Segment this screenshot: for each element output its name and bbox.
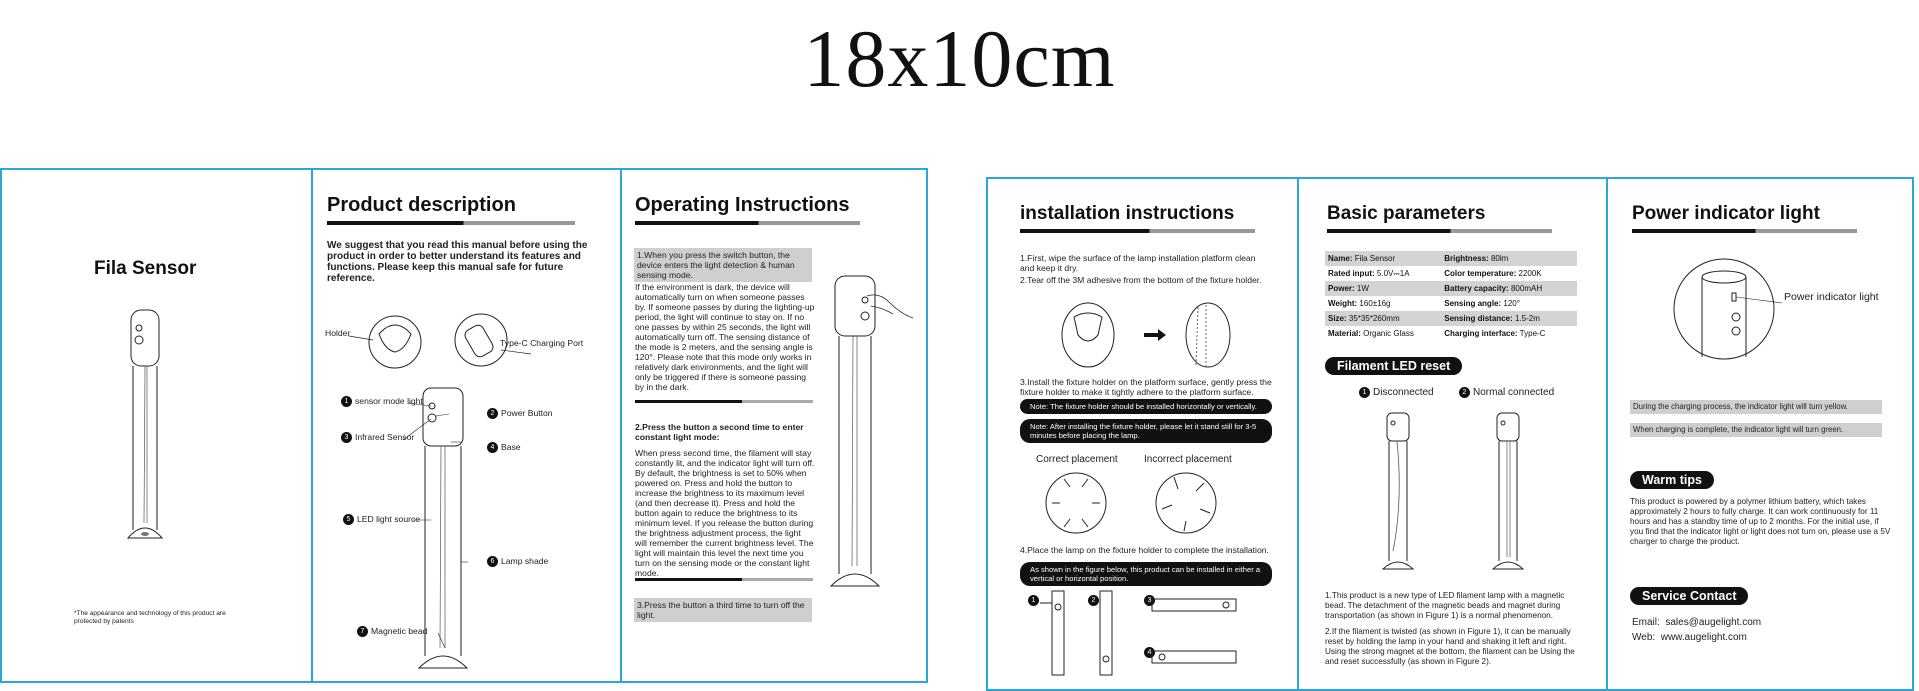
step-2-title: 2.Press the button a second time to enter constant light mode: [635,422,804,442]
manual-left-sheet [0,168,928,683]
fig-3-number: 3 [1144,595,1158,606]
part-6-label: 6 Lamp shade [487,556,548,567]
indicator-light-label: Power indicator light [1784,291,1879,303]
installation-heading: installation instructions [1020,203,1235,224]
part-7-label: 7 Magnetic bead [357,626,427,637]
step-3-title: 3.Press the button a third time to turn off the light. [634,598,812,622]
type-c-port-label: Type-C Charging Port [500,338,584,348]
step-divider [635,578,813,581]
email-link[interactable]: sales@augelight.com [1665,617,1762,628]
product-description-column [311,170,620,681]
web-link[interactable]: www.augelight.com [1660,632,1747,643]
product-description-heading: Product description [327,194,516,216]
step-1-body: If the environment is dark, the device will automatically turn on when someone passes by. If someone passes by during the lighting-up period, the light will continue to stay on. If no one passes by within 25 seconds, the light will automatically turn off. The sensing distance of the mode is 2 meters, and the sensing angle is 120°. Please note that this mode only works in relatively dark environments, and the light will only be triggered if there is someone passing by in the dark. [635,282,815,392]
reset-note-2: 2.If the filament is twisted (as shown in Figure 1), it can be manually reset by holding the lamp in your hand and shaking it left and right. Using the strong magnet at the bottom, the filament can be Using the and reset successfully (as shown in Figure 2). [1325,627,1575,666]
heading-underline [1632,229,1857,233]
correct-placement-label: Correct placement [1036,454,1118,465]
filament-reset-heading: Filament LED reset [1325,357,1462,375]
disconnected-label: 1 Disconnected [1359,387,1434,398]
install-step-4: 4.Place the lamp on the fixture holder to complete the installation. [1020,545,1269,555]
part-5-label: 5 LED light source [343,514,420,525]
product-name: Fila Sensor [94,258,197,279]
fig-2-number: 2 [1088,595,1102,606]
heading-underline [635,221,860,225]
page-title: 18x10cm [803,13,1116,104]
mounting-orientation-illustrations [1040,589,1270,689]
product-description-intro: We suggest that you read this manual before using the product in order to better understand its features and functions. Please keep this manual safe for future reference. [327,240,588,284]
part-4-label: 4 Base [487,442,521,453]
patent-footnote: *The appearance and technology of this product are protected by patents [74,610,226,625]
install-step-3: 3.Install the fixture holder on the platform surface, gently press the fixture holder to make it tightly adhere to the platform surface. [1020,377,1272,397]
fig-4-number: 4 [1144,647,1158,658]
lamp-illustration [122,308,172,548]
charging-note: During the charging process, the indicator light will turn yellow. [1630,400,1882,414]
service-contact-heading: Service Contact [1630,587,1748,605]
warm-tips-heading: Warm tips [1630,471,1714,489]
normal-connected-label: 2 Normal connected [1459,387,1554,398]
contact-email: Email: sales@augelight.com [1632,617,1762,628]
part-2-label: 2 Power Button [487,408,553,419]
basic-parameters-column [1297,179,1606,689]
install-step-2: 2.Tear off the 3M adhesive from the bottom of the fixture holder. [1020,275,1262,285]
filament-reset-illustrations [1383,411,1533,571]
callout-lines [313,170,622,685]
manual-right-sheet [986,177,1914,691]
param-row: Material: Organic Glass Charging interface: Type-C [1328,329,1546,338]
holder-label: Holder [325,328,351,338]
fig-1-number: 1 [1028,595,1042,606]
step-2-body: When press second time, the filament will stay constantly lit, and the indicator light will turn off. By default, the brightness is set to 50% when powered on. Press and hold the button to increase the brightness to its maximum level (and then decrease it). Press and hold the button again to reduce the brightness to its minimum level. If you release the button during the brightness adjustment process, the light will remember the current brightness level. The light will maintain this level the next time you turn on the sensing mode or the constant light mode. [635,448,815,578]
parameters-table [1325,251,1577,341]
part-1-label: 1 sensor mode light [341,396,423,407]
install-note-3: As shown in the figure below, this product can be installed in either a vertical or horizontal position. [1020,562,1272,586]
param-row: Name: Fila Sensor Brightness: 80lm [1325,251,1577,266]
param-row: Size: 35*35*260mm Sensing distance: 1.5-2m [1325,311,1577,326]
reset-note-1: 1.This product is a new type of LED filament lamp with a magnetic bead. The detachment of the magnetic beads and magnet during transportation (as shown in Figure 1) is a normal phenomenon. [1325,591,1565,620]
charge-complete-note: When charging is complete, the indicator light will turn green. [1630,423,1882,437]
heading-underline [1327,229,1552,233]
operating-instructions-column [620,170,930,681]
basic-parameters-heading: Basic parameters [1327,203,1486,224]
part-3-label: 3 Infrared Sensor [341,432,414,443]
incorrect-placement-label: Incorrect placement [1144,454,1232,465]
indicator-closeup-illustration [1672,257,1792,367]
lamp-hand-illustration [827,274,917,594]
install-note-2: Note: After installing the fixture holder, please let it stand still for 3-5 minutes before placing the lamp. [1020,419,1272,443]
holder-adhesive-illustration [1058,295,1238,375]
step-divider [635,400,813,403]
param-row: Rated input: 5.0V⎓1A Color temperature: 2200K [1328,268,1542,278]
placement-illustrations [1044,469,1234,539]
install-note-1: Note: The fixture holder should be installed horizontally or vertically. [1020,399,1272,414]
param-row: Power: 1W Battery capacity: 800mAH [1325,281,1577,296]
step-1-title: 1.When you press the switch button, the device enters the light detection & human sensing mode. [634,248,812,282]
operating-instructions-heading: Operating Instructions [635,194,850,216]
param-row: Weight: 160±16g Sensing angle: 120° [1328,299,1520,308]
contact-web: Web: www.augelight.com [1632,632,1747,643]
cover-column [2,170,311,681]
heading-underline [1020,229,1255,233]
installation-column [988,179,1297,689]
power-indicator-heading: Power indicator light [1632,203,1820,224]
power-indicator-column [1606,179,1916,689]
warm-tips-body: This product is powered by a polymer lithium battery, which takes approximately 2 hours to fully charge. It can work continuously for 11 hours and has a standby time of up to 2 months. For the initial use, if you find that the indicator light or light does not turn on, please use a 5V charger to charge the product. [1630,497,1891,546]
install-step-1: 1.First, wipe the surface of the lamp installation platform clean and keep it dry. [1020,253,1256,273]
